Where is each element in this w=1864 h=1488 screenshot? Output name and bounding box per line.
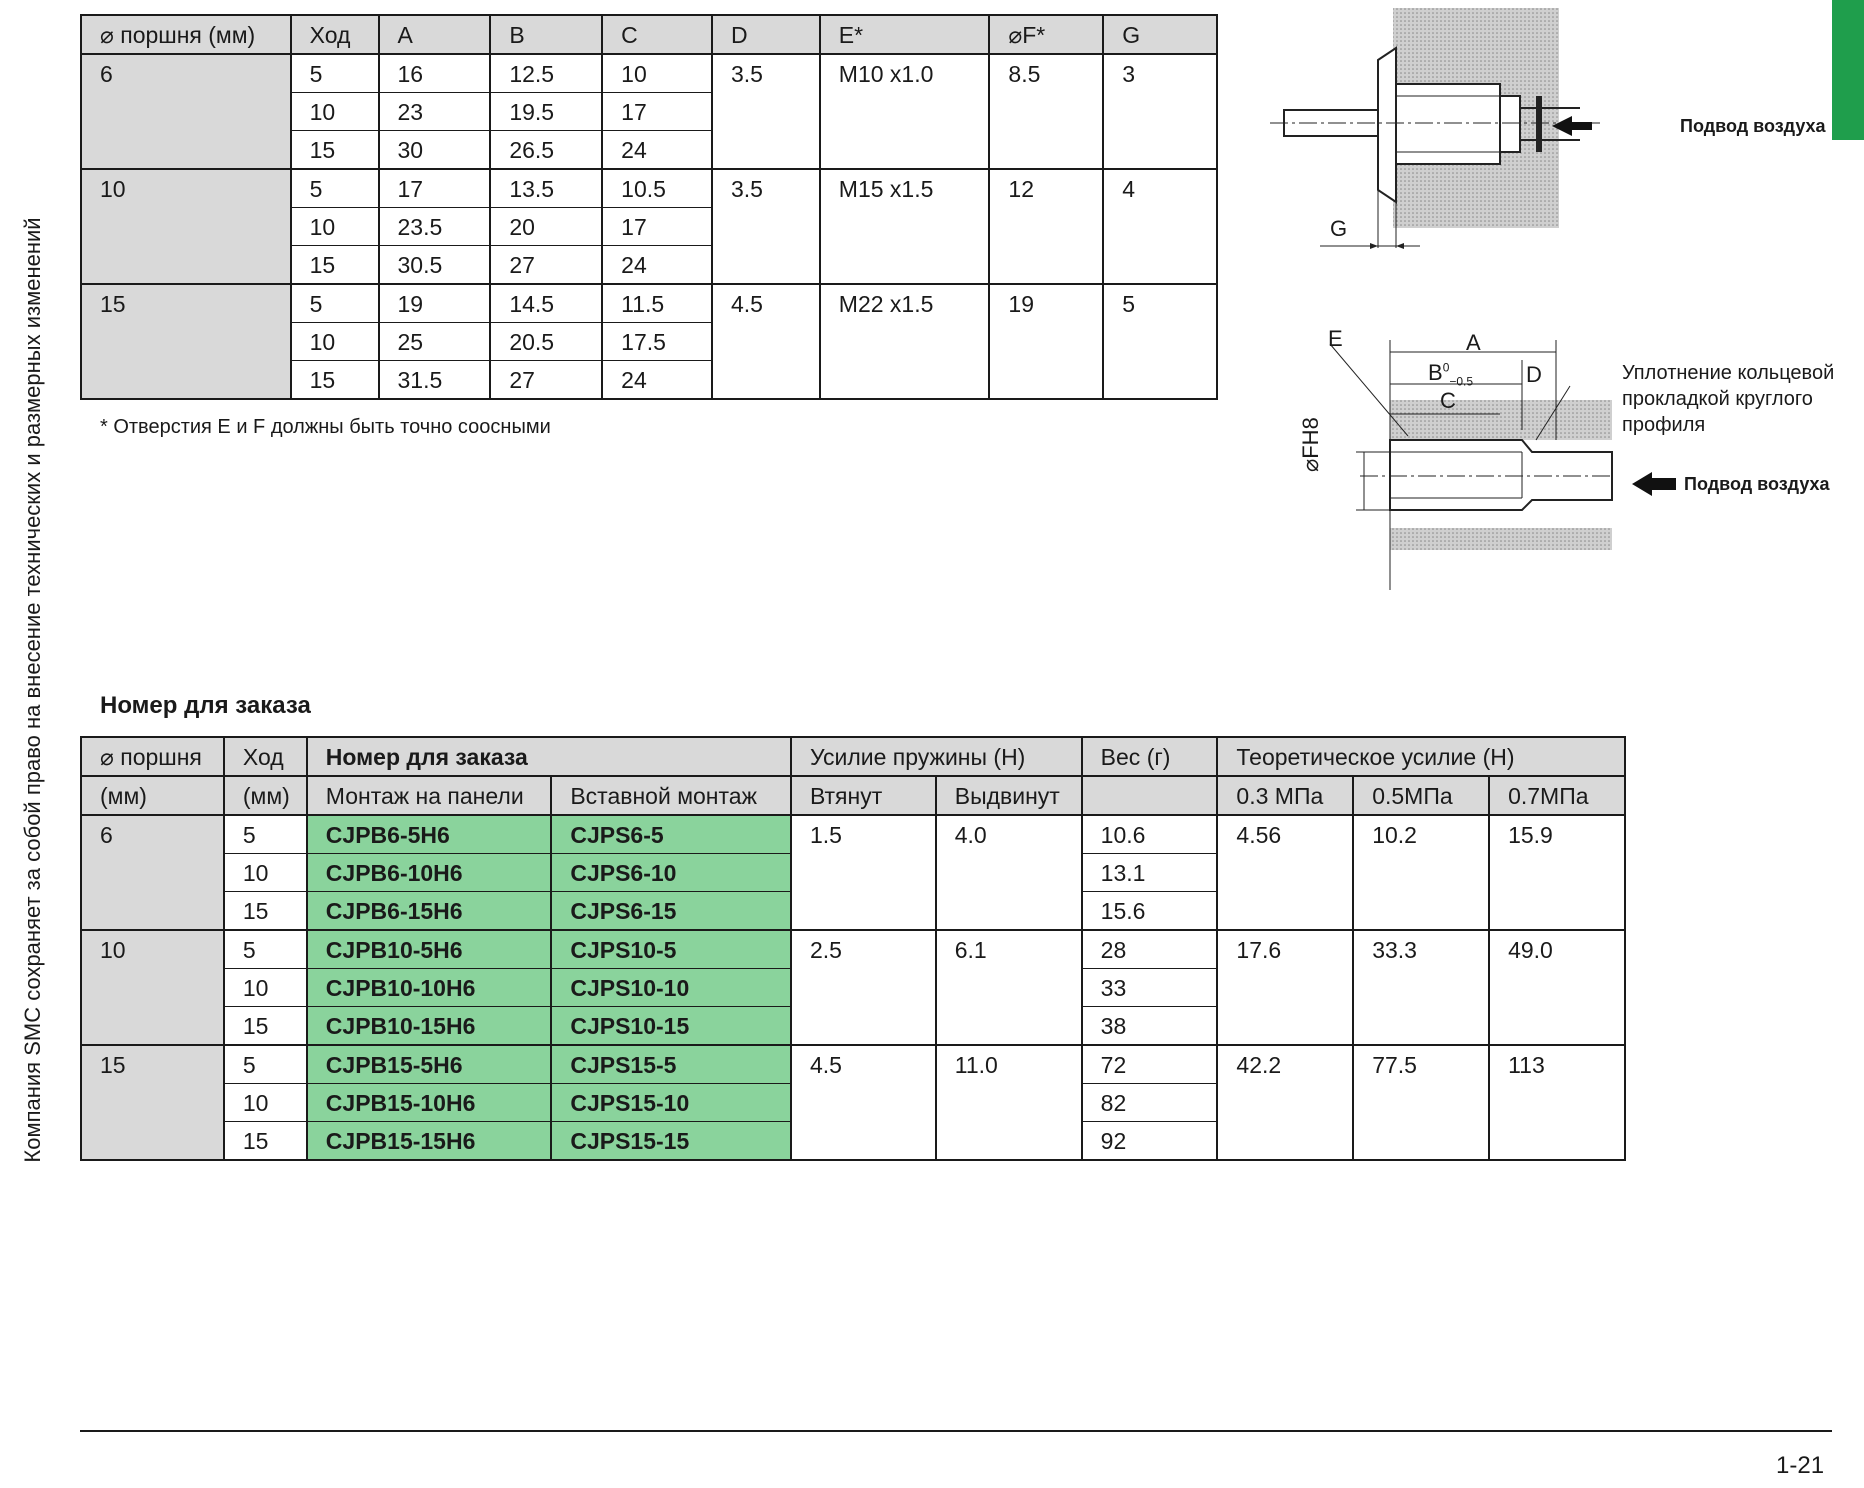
- seal-note-3: профиля: [1622, 414, 1706, 436]
- dims-cell: 23.5: [379, 208, 491, 246]
- air-arrow-2: [1632, 468, 1678, 500]
- stroke-cell: 10: [224, 1084, 307, 1122]
- insert-part-number: CJPS10-15: [551, 1007, 791, 1046]
- insert-part-number: CJPS10-5: [551, 930, 791, 969]
- weight-cell: 15.6: [1082, 892, 1218, 931]
- stroke-cell: 10: [224, 854, 307, 892]
- col-order-number: Номер для заказа: [307, 737, 791, 776]
- col-p2: 0.5МПа: [1353, 776, 1489, 815]
- dims-cell: 20.5: [490, 323, 602, 361]
- label-fh8: ⌀FH8: [1298, 417, 1323, 472]
- side-disclaimer: Компания SMC сохраняет за собой право на внесение технических и размерных изменений: [20, 217, 45, 1163]
- spring-retracted: 2.5: [791, 930, 936, 1045]
- air-supply-label-2: Подвод воздуха: [1684, 474, 1830, 494]
- dimensions-table: [80, 14, 1218, 400]
- footer-rule: [80, 1430, 1832, 1432]
- col-bore-unit: (мм): [81, 776, 224, 815]
- label-g: G: [1330, 216, 1348, 241]
- col-stroke: Ход: [224, 737, 307, 776]
- dims-cell: 19.5: [490, 93, 602, 131]
- label-b: $B^0_{-0.5}$: [1428, 360, 1474, 389]
- order-row: [81, 815, 1625, 854]
- seal-note-2: прокладкой круглого: [1622, 388, 1813, 410]
- dims-header-cell: C: [602, 15, 712, 54]
- bore-cell: 10: [81, 930, 224, 1045]
- stroke-cell: 10: [224, 969, 307, 1007]
- col-weight: Вес (г): [1082, 737, 1218, 776]
- seal-note-1: Уплотнение кольцевой: [1622, 362, 1835, 384]
- order-section-title: Номер для заказа: [100, 692, 311, 719]
- dims-cell: 10: [291, 208, 379, 246]
- dims-header-cell: Ход: [291, 15, 379, 54]
- dims-header-cell: ⌀F*: [989, 15, 1103, 54]
- col-bore: ⌀ поршня: [81, 737, 224, 776]
- dims-row: [81, 284, 1217, 323]
- insert-part-number: CJPS6-10: [551, 854, 791, 892]
- dims-cell: 23: [379, 93, 491, 131]
- dims-cell: 5: [291, 169, 379, 208]
- section-tab: [1832, 0, 1864, 140]
- dims-cell: 17: [602, 208, 712, 246]
- panel-part-number: CJPB15-15H6: [307, 1122, 552, 1161]
- dims-header-cell: D: [712, 15, 820, 54]
- air-supply-label-1: Подвод воздуха: [1680, 116, 1826, 136]
- dims-cell: 10: [81, 169, 291, 284]
- spring-retracted: 1.5: [791, 815, 936, 930]
- dims-cell: 15: [81, 284, 291, 399]
- force-cell: 42.2: [1217, 1045, 1353, 1160]
- label-d: D: [1526, 362, 1542, 387]
- col-p3: 0.7МПа: [1489, 776, 1625, 815]
- panel-mount-diagram: [1260, 0, 1620, 260]
- panel-part-number: CJPB15-5H6: [307, 1045, 552, 1084]
- dims-cell: 20: [490, 208, 602, 246]
- dims-cell: 5: [291, 284, 379, 323]
- spring-extended: 6.1: [936, 930, 1082, 1045]
- footnote: * Отверстия E и F должны быть точно соосными: [100, 416, 551, 438]
- label-a: A: [1466, 330, 1481, 355]
- dims-cell: 5: [291, 54, 379, 93]
- dims-cell: 30.5: [379, 246, 491, 285]
- dims-cell: 11.5: [602, 284, 712, 323]
- bore-cell: 15: [81, 1045, 224, 1160]
- weight-cell: 82: [1082, 1084, 1218, 1122]
- dims-cell: 15: [291, 361, 379, 400]
- dims-cell: 27: [490, 246, 602, 285]
- dims-cell: 30: [379, 131, 491, 170]
- dims-cell: 12.5: [490, 54, 602, 93]
- dims-cell: 14.5: [490, 284, 602, 323]
- dims-cell: 16: [379, 54, 491, 93]
- stroke-cell: 15: [224, 1007, 307, 1046]
- dims-cell: M10 x1.0: [820, 54, 990, 169]
- dims-cell: 17: [602, 93, 712, 131]
- dims-cell: M22 x1.5: [820, 284, 990, 399]
- dims-cell: 10: [602, 54, 712, 93]
- dims-cell: 3.5: [712, 169, 820, 284]
- stroke-cell: 5: [224, 930, 307, 969]
- panel-part-number: CJPB15-10H6: [307, 1084, 552, 1122]
- col-p1: 0.3 МПа: [1217, 776, 1353, 815]
- insert-part-number: CJPS6-15: [551, 892, 791, 931]
- insert-part-number: CJPS15-5: [551, 1045, 791, 1084]
- weight-cell: 33: [1082, 969, 1218, 1007]
- weight-cell: 10.6: [1082, 815, 1218, 854]
- dims-cell: 19: [379, 284, 491, 323]
- stroke-cell: 15: [224, 1122, 307, 1161]
- dims-cell: 13.5: [490, 169, 602, 208]
- dims-cell: 10: [291, 93, 379, 131]
- dims-cell: 17.5: [602, 323, 712, 361]
- insert-part-number: CJPS10-10: [551, 969, 791, 1007]
- dims-cell: 31.5: [379, 361, 491, 400]
- dims-cell: 17: [379, 169, 491, 208]
- dims-header-cell: G: [1103, 15, 1217, 54]
- stroke-cell: 5: [224, 1045, 307, 1084]
- force-cell: 49.0: [1489, 930, 1625, 1045]
- force-cell: 15.9: [1489, 815, 1625, 930]
- dims-cell: 10.5: [602, 169, 712, 208]
- dims-cell: 10: [291, 323, 379, 361]
- spring-retracted: 4.5: [791, 1045, 936, 1160]
- bore-cell: 6: [81, 815, 224, 930]
- force-cell: 4.56: [1217, 815, 1353, 930]
- dims-header-cell: ⌀ поршня (мм): [81, 15, 291, 54]
- dims-cell: 8.5: [989, 54, 1103, 169]
- insert-part-number: CJPS15-10: [551, 1084, 791, 1122]
- force-cell: 113: [1489, 1045, 1625, 1160]
- force-cell: 33.3: [1353, 930, 1489, 1045]
- panel-part-number: CJPB6-5H6: [307, 815, 552, 854]
- dims-cell: 4.5: [712, 284, 820, 399]
- panel-part-number: CJPB10-10H6: [307, 969, 552, 1007]
- dims-cell: M15 x1.5: [820, 169, 990, 284]
- col-insert-mount: Вставной монтаж: [551, 776, 791, 815]
- dims-cell: 4: [1103, 169, 1217, 284]
- dims-cell: 24: [602, 131, 712, 170]
- dims-cell: 24: [602, 361, 712, 400]
- panel-part-number: CJPB10-15H6: [307, 1007, 552, 1046]
- col-theoretical-force: Теоретическое усилие (Н): [1217, 737, 1625, 776]
- dims-row: [81, 169, 1217, 208]
- dims-cell: 3.5: [712, 54, 820, 169]
- spring-extended: 4.0: [936, 815, 1082, 930]
- col-panel-mount: Монтаж на панели: [307, 776, 552, 815]
- dims-cell: 19: [989, 284, 1103, 399]
- insert-part-number: CJPS15-15: [551, 1122, 791, 1161]
- dims-cell: 27: [490, 361, 602, 400]
- dims-cell: 26.5: [490, 131, 602, 170]
- dims-cell: 24: [602, 246, 712, 285]
- col-retracted: Втянут: [791, 776, 936, 815]
- col-weight-sub: [1082, 776, 1218, 815]
- dims-header-cell: E*: [820, 15, 990, 54]
- weight-cell: 13.1: [1082, 854, 1218, 892]
- weight-cell: 28: [1082, 930, 1218, 969]
- label-e: E: [1328, 326, 1343, 351]
- stroke-cell: 15: [224, 892, 307, 931]
- force-cell: 77.5: [1353, 1045, 1489, 1160]
- label-c: C: [1440, 388, 1456, 413]
- panel-part-number: CJPB10-5H6: [307, 930, 552, 969]
- dims-cell: 6: [81, 54, 291, 169]
- dims-cell: 25: [379, 323, 491, 361]
- dims-cell: 12: [989, 169, 1103, 284]
- page-number: 1-21: [1776, 1452, 1825, 1479]
- col-extended: Выдвинут: [936, 776, 1082, 815]
- dims-cell: 15: [291, 246, 379, 285]
- dims-header-cell: A: [379, 15, 491, 54]
- dims-cell: 3: [1103, 54, 1217, 169]
- order-table: [80, 736, 1626, 1161]
- stroke-cell: 5: [224, 815, 307, 854]
- spring-extended: 11.0: [936, 1045, 1082, 1160]
- dims-cell: 15: [291, 131, 379, 170]
- dims-header-cell: B: [490, 15, 602, 54]
- force-cell: 17.6: [1217, 930, 1353, 1045]
- panel-part-number: CJPB6-15H6: [307, 892, 552, 931]
- dims-cell: 5: [1103, 284, 1217, 399]
- panel-part-number: CJPB6-10H6: [307, 854, 552, 892]
- insert-part-number: CJPS6-5: [551, 815, 791, 854]
- weight-cell: 72: [1082, 1045, 1218, 1084]
- dims-row: [81, 54, 1217, 93]
- force-cell: 10.2: [1353, 815, 1489, 930]
- weight-cell: 92: [1082, 1122, 1218, 1161]
- order-row: [81, 930, 1625, 969]
- weight-cell: 38: [1082, 1007, 1218, 1046]
- col-spring-force: Усилие пружины (Н): [791, 737, 1082, 776]
- col-stroke-unit: (мм): [224, 776, 307, 815]
- order-row: [81, 1045, 1625, 1084]
